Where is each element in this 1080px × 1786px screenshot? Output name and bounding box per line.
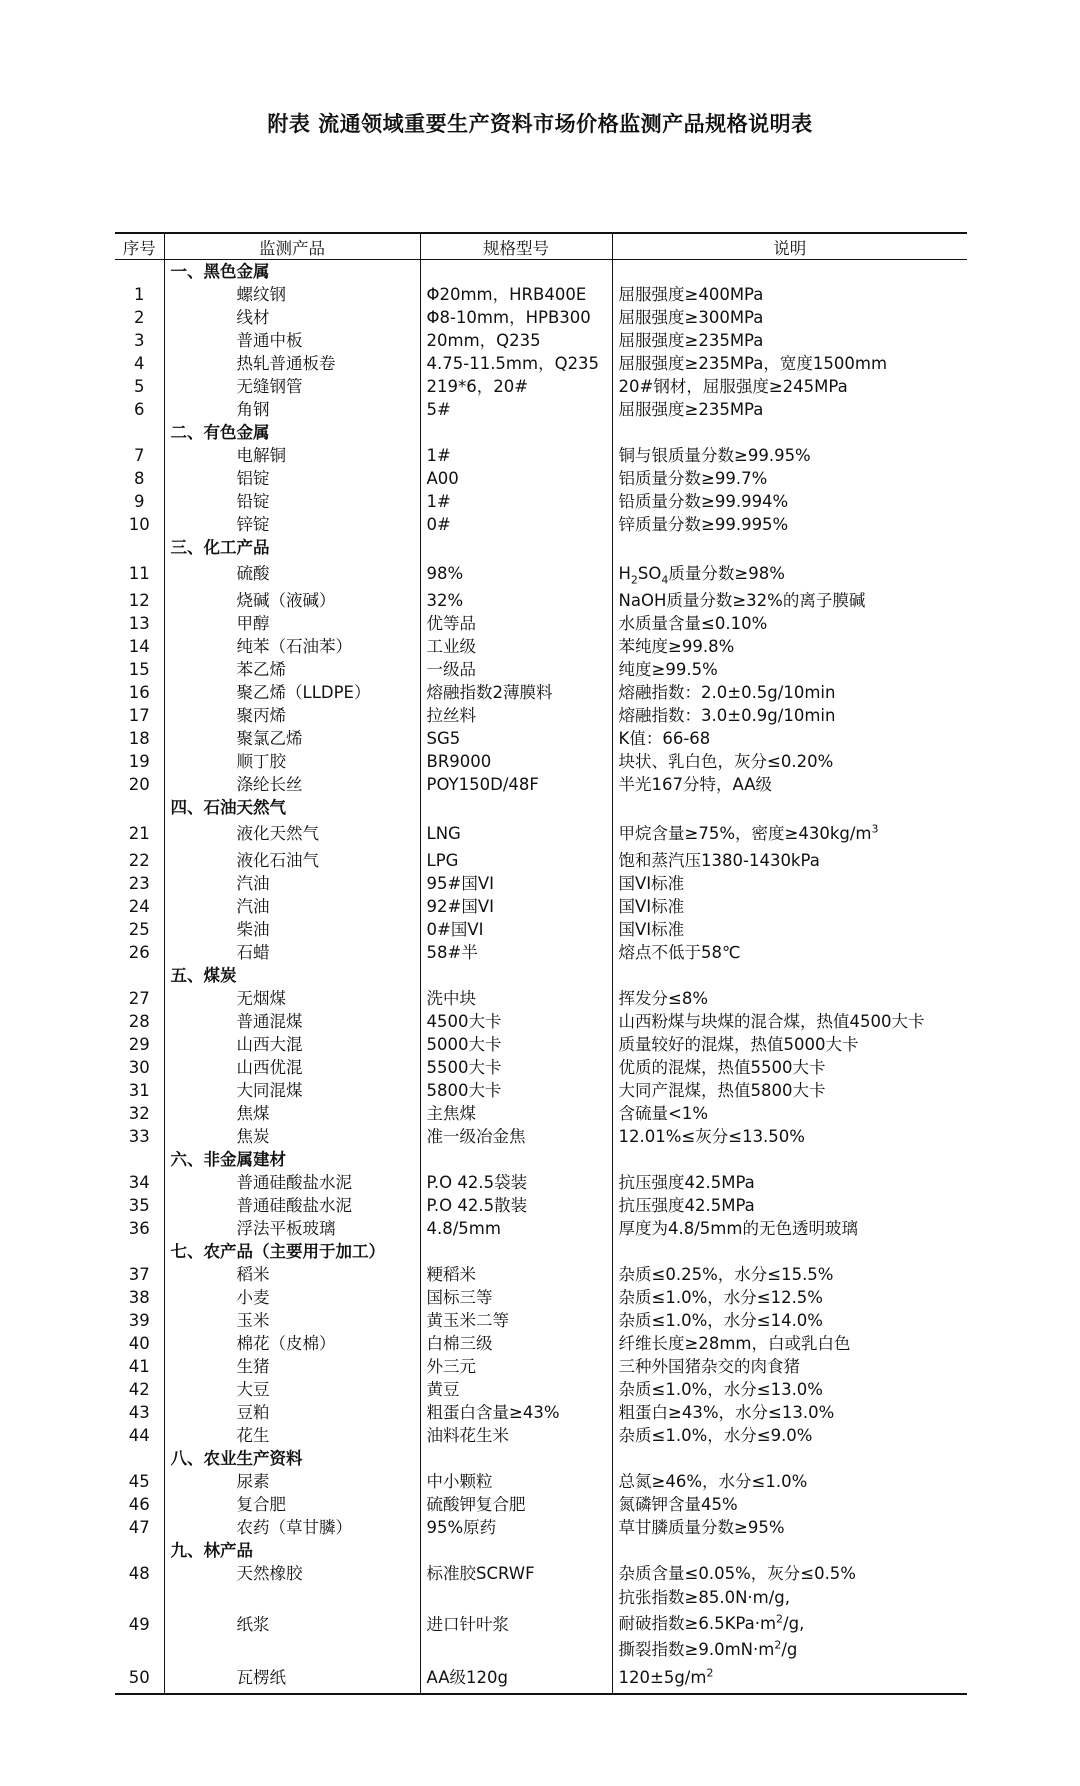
product-desc: 杂质≤0.25%，水分≤15.5% [612, 1263, 967, 1286]
product-name: 纸浆 [164, 1585, 420, 1663]
product-desc: 挥发分≤8% [612, 987, 967, 1010]
product-spec: 白棉三级 [420, 1332, 612, 1355]
row-no: 46 [128, 1495, 150, 1514]
table-row [115, 283, 967, 306]
product-spec: 外三元 [420, 1355, 612, 1378]
desc-part: 甲烷含量≥75%，密度≥430kg/m [618, 824, 872, 843]
desc-line [619, 1611, 968, 1637]
subscript: 4 [661, 573, 669, 587]
table-row [115, 750, 967, 773]
product-spec: 20mm，Q235 [420, 329, 612, 352]
table-row [115, 681, 967, 704]
product-desc: 水质量含量≤0.10% [612, 612, 967, 635]
product-spec: 中小颗粒 [420, 1470, 612, 1493]
product-name: 农药（草甘膦） [164, 1516, 420, 1539]
table-row [115, 1102, 967, 1125]
table-row [115, 1056, 967, 1079]
category-label: 一、黑色金属 [164, 260, 420, 284]
product-name: 玉米 [164, 1309, 420, 1332]
product-name: 天然橡胶 [164, 1562, 420, 1585]
table-row [115, 727, 967, 750]
product-name: 铝锭 [164, 467, 420, 490]
product-name: 生猪 [164, 1355, 420, 1378]
product-spec: 国标三等 [420, 1286, 612, 1309]
product-spec: 4.8/5mm [420, 1217, 612, 1240]
product-desc: 块状、乳白色，灰分≤0.20% [612, 750, 967, 773]
product-spec: 95%原药 [420, 1516, 612, 1539]
product-desc: 20#钢材，屈服强度≥245MPa [612, 375, 967, 398]
product-desc: 含硫量<1% [612, 1102, 967, 1125]
row-no: 14 [128, 637, 150, 656]
category-label: 七、农产品（主要用于加工） [164, 1240, 420, 1263]
product-desc: 铅质量分数≥99.994% [612, 490, 967, 513]
product-name: 角钢 [164, 398, 420, 421]
row-no: 6 [134, 400, 145, 419]
row-no: 36 [128, 1219, 150, 1238]
product-name: 甲醇 [164, 612, 420, 635]
product-spec: 1# [420, 444, 612, 467]
product-desc: 总氮≥46%，水分≤1.0% [612, 1470, 967, 1493]
table-row [115, 1263, 967, 1286]
product-desc: 杂质≤1.0%，水分≤14.0% [612, 1309, 967, 1332]
product-desc: 铜与银质量分数≥99.95% [612, 444, 967, 467]
product-desc: 屈服强度≥400MPa [612, 283, 967, 306]
row-no: 4 [134, 354, 145, 373]
product-spec: 工业级 [420, 635, 612, 658]
product-spec: AA级120g [420, 1663, 612, 1694]
table-row [115, 895, 967, 918]
row-no: 28 [128, 1012, 150, 1031]
product-spec: 92#国VI [420, 895, 612, 918]
product-spec: Φ8-10mm，HPB300 [420, 306, 612, 329]
product-name: 顺丁胶 [164, 750, 420, 773]
row-no: 22 [128, 851, 150, 870]
product-desc [612, 1585, 967, 1663]
row-no: 15 [128, 660, 150, 679]
row-no: 5 [134, 377, 145, 396]
table-header [115, 233, 967, 260]
product-desc: 氮磷钾含量45% [612, 1493, 967, 1516]
product-spec: 熔融指数2薄膜料 [420, 681, 612, 704]
table-row [115, 1401, 967, 1424]
product-name: 硫酸 [164, 559, 420, 589]
product-name: 大豆 [164, 1378, 420, 1401]
table-row [115, 329, 967, 352]
table-row [115, 1378, 967, 1401]
product-spec: 98% [420, 559, 612, 589]
row-no: 41 [128, 1357, 150, 1376]
product-name: 小麦 [164, 1286, 420, 1309]
product-spec: 0#国VI [420, 918, 612, 941]
table-row [115, 1663, 967, 1694]
product-name: 豆粕 [164, 1401, 420, 1424]
product-desc [612, 1663, 967, 1694]
row-no: 34 [128, 1173, 150, 1192]
product-desc: 熔点不低于58℃ [612, 941, 967, 964]
product-desc: 饱和蒸汽压1380-1430kPa [612, 849, 967, 872]
header-no: 序号 [115, 233, 164, 260]
product-desc: 国VI标准 [612, 918, 967, 941]
product-desc: 抗压强度42.5MPa [612, 1194, 967, 1217]
row-no: 13 [128, 614, 150, 633]
product-name: 石蜡 [164, 941, 420, 964]
product-desc: 杂质≤1.0%，水分≤13.0% [612, 1378, 967, 1401]
product-desc: 国VI标准 [612, 895, 967, 918]
product-name: 山西大混 [164, 1033, 420, 1056]
product-spec: 优等品 [420, 612, 612, 635]
table-row [115, 444, 967, 467]
row-no: 12 [128, 591, 150, 610]
row-no: 7 [134, 446, 145, 465]
product-spec: 219*6，20# [420, 375, 612, 398]
row-no: 29 [128, 1035, 150, 1054]
table-row [115, 941, 967, 964]
category-row [115, 536, 967, 559]
table-row [115, 513, 967, 536]
table-row [115, 1171, 967, 1194]
product-name: 涤纶长丝 [164, 773, 420, 796]
table-row [115, 1516, 967, 1539]
row-no: 50 [115, 1663, 164, 1694]
product-name: 焦炭 [164, 1125, 420, 1148]
table-row [115, 1079, 967, 1102]
desc-part: SO [637, 564, 662, 583]
product-desc: 12.01%≤灰分≤13.50% [612, 1125, 967, 1148]
product-spec: 粳稻米 [420, 1263, 612, 1286]
desc-part: 耐破指数≥6.5KPa·m [618, 1614, 777, 1633]
desc-line: 抗张指数≥85.0N·m/g, [618, 1588, 791, 1607]
table-row [115, 612, 967, 635]
product-spec: 标准胶SCRWF [420, 1562, 612, 1585]
row-no: 47 [128, 1518, 150, 1537]
product-desc: 纯度≥99.5% [612, 658, 967, 681]
subscript: 2 [630, 573, 638, 587]
row-no: 27 [128, 989, 150, 1008]
product-desc: 质量较好的混煤，热值5000大卡 [612, 1033, 967, 1056]
product-name: 热轧普通板卷 [164, 352, 420, 375]
product-name: 线材 [164, 306, 420, 329]
product-spec: 5000大卡 [420, 1033, 612, 1056]
row-no: 25 [128, 920, 150, 939]
row-no: 8 [134, 469, 145, 488]
product-desc: 屈服强度≥300MPa [612, 306, 967, 329]
table-row [115, 1194, 967, 1217]
category-row [115, 964, 967, 987]
product-name: 无烟煤 [164, 987, 420, 1010]
table-row [115, 1493, 967, 1516]
product-name: 浮法平板玻璃 [164, 1217, 420, 1240]
row-no: 39 [128, 1311, 150, 1330]
product-desc: NaOH质量分数≥32%的离子膜碱 [612, 589, 967, 612]
product-spec: Φ20mm，HRB400E [420, 283, 612, 306]
table-row [115, 375, 967, 398]
product-name: 焦煤 [164, 1102, 420, 1125]
product-desc: 杂质≤1.0%，水分≤9.0% [612, 1424, 967, 1447]
row-no: 31 [128, 1081, 150, 1100]
product-name: 普通硅酸盐水泥 [164, 1171, 420, 1194]
product-desc: K值：66-68 [612, 727, 967, 750]
product-desc: 山西粉煤与块煤的混合煤，热值4500大卡 [612, 1010, 967, 1033]
row-no: 48 [128, 1564, 150, 1583]
product-desc: 大同产混煤，热值5800大卡 [612, 1079, 967, 1102]
header-product: 监测产品 [164, 233, 420, 260]
row-no: 24 [128, 897, 150, 916]
product-spec: A00 [420, 467, 612, 490]
row-no: 37 [128, 1265, 150, 1284]
category-row [115, 1148, 967, 1171]
product-name: 汽油 [164, 895, 420, 918]
category-label: 六、非金属建材 [164, 1148, 420, 1171]
category-row [115, 1447, 967, 1470]
product-spec: P.O 42.5袋装 [420, 1171, 612, 1194]
category-label: 五、煤炭 [164, 964, 420, 987]
row-no: 26 [128, 943, 150, 962]
table-row [115, 635, 967, 658]
category-row [115, 260, 967, 284]
table-row [115, 1424, 967, 1447]
table-row [115, 1562, 967, 1585]
product-name: 山西优混 [164, 1056, 420, 1079]
product-spec: 黄玉米二等 [420, 1309, 612, 1332]
row-no: 44 [128, 1426, 150, 1445]
product-desc: 苯纯度≥99.8% [612, 635, 967, 658]
product-spec: SG5 [420, 727, 612, 750]
table-row [115, 589, 967, 612]
desc-line [619, 1637, 968, 1663]
product-spec: 硫酸钾复合肥 [420, 1493, 612, 1516]
table-row [115, 398, 967, 421]
product-name: 铅锭 [164, 490, 420, 513]
table-row [115, 352, 967, 375]
row-no: 49 [128, 1614, 150, 1634]
product-desc: 屈服强度≥235MPa，宽度1500mm [612, 352, 967, 375]
table-row [115, 819, 967, 849]
product-desc: 熔融指数：3.0±0.9g/10min [612, 704, 967, 727]
product-name: 普通混煤 [164, 1010, 420, 1033]
product-name: 柴油 [164, 918, 420, 941]
product-name: 纯苯（石油苯） [164, 635, 420, 658]
product-name: 汽油 [164, 872, 420, 895]
category-row [115, 796, 967, 819]
product-desc: 抗压强度42.5MPa [612, 1171, 967, 1194]
product-desc: 粗蛋白≥43%，水分≤13.0% [612, 1401, 967, 1424]
product-name: 瓦楞纸 [164, 1663, 420, 1694]
header-spec: 规格型号 [420, 233, 612, 260]
product-desc: 屈服强度≥235MPa [612, 329, 967, 352]
desc-part: H [618, 564, 631, 583]
table-row [115, 1355, 967, 1378]
product-name: 苯乙烯 [164, 658, 420, 681]
product-name: 螺纹钢 [164, 283, 420, 306]
product-desc: 屈服强度≥235MPa [612, 398, 967, 421]
product-name: 稻米 [164, 1263, 420, 1286]
category-row [115, 1539, 967, 1562]
row-no: 32 [128, 1104, 150, 1123]
product-name: 复合肥 [164, 1493, 420, 1516]
product-spec: 主焦煤 [420, 1102, 612, 1125]
category-label: 九、林产品 [164, 1539, 420, 1562]
product-spec: LNG [420, 819, 612, 849]
header-desc: 说明 [612, 233, 967, 260]
page-title: 附表 流通领域重要生产资料市场价格监测产品规格说明表 [267, 112, 813, 136]
category-label: 四、石油天然气 [164, 796, 420, 819]
product-name: 普通硅酸盐水泥 [164, 1194, 420, 1217]
product-spec: 5500大卡 [420, 1056, 612, 1079]
table-row [115, 704, 967, 727]
product-name: 液化石油气 [164, 849, 420, 872]
table-row [115, 849, 967, 872]
category-label: 八、农业生产资料 [164, 1447, 420, 1470]
row-no: 11 [128, 564, 150, 583]
table-row [115, 987, 967, 1010]
product-desc: 厚度为4.8/5mm的无色透明玻璃 [612, 1217, 967, 1240]
table-row [115, 306, 967, 329]
product-spec: LPG [420, 849, 612, 872]
product-spec: 一级品 [420, 658, 612, 681]
table-row [115, 1332, 967, 1355]
product-name: 普通中板 [164, 329, 420, 352]
row-no: 23 [128, 874, 150, 893]
table-row [115, 658, 967, 681]
product-spec: 4500大卡 [420, 1010, 612, 1033]
product-spec: 0# [420, 513, 612, 536]
product-spec: 洗中块 [420, 987, 612, 1010]
table-row [115, 490, 967, 513]
row-no: 40 [128, 1334, 150, 1353]
product-desc: 优质的混煤，热值5500大卡 [612, 1056, 967, 1079]
desc-part: 120±5g/m [618, 1668, 707, 1687]
product-spec: 1# [420, 490, 612, 513]
product-spec: 4.75-11.5mm，Q235 [420, 352, 612, 375]
product-spec: 32% [420, 589, 612, 612]
product-name: 大同混煤 [164, 1079, 420, 1102]
product-name: 棉花（皮棉） [164, 1332, 420, 1355]
desc-part: 撕裂指数≥9.0mN·m [618, 1640, 775, 1659]
table-row [115, 1470, 967, 1493]
product-spec: 准一级冶金焦 [420, 1125, 612, 1148]
table-row [115, 773, 967, 796]
product-desc: 杂质含量≤0.05%，灰分≤0.5% [612, 1562, 967, 1585]
category-label: 三、化工产品 [164, 536, 420, 559]
table-row [115, 1010, 967, 1033]
product-name: 电解铜 [164, 444, 420, 467]
product-spec: 5800大卡 [420, 1079, 612, 1102]
row-no: 17 [128, 706, 150, 725]
row-no: 19 [128, 752, 150, 771]
product-desc [612, 819, 967, 849]
superscript: 3 [871, 822, 879, 836]
row-no: 42 [128, 1380, 150, 1399]
table-row [115, 559, 967, 589]
row-no: 9 [134, 492, 145, 511]
product-desc: 草甘膦质量分数≥95% [612, 1516, 967, 1539]
row-no: 2 [134, 308, 145, 327]
row-no: 21 [128, 824, 150, 843]
table-row [115, 1217, 967, 1240]
product-name: 液化天然气 [164, 819, 420, 849]
product-spec: 黄豆 [420, 1378, 612, 1401]
spec-table [115, 232, 967, 1695]
product-name: 烧碱（液碱） [164, 589, 420, 612]
table-row [115, 467, 967, 490]
product-spec: 粗蛋白含量≥43% [420, 1401, 612, 1424]
product-desc: 半光167分特，AA级 [612, 773, 967, 796]
row-no: 35 [128, 1196, 150, 1215]
product-desc: 铝质量分数≥99.7% [612, 467, 967, 490]
table-row [115, 1309, 967, 1332]
product-name: 花生 [164, 1424, 420, 1447]
product-desc: 国VI标准 [612, 872, 967, 895]
product-desc: 熔融指数：2.0±0.5g/10min [612, 681, 967, 704]
table-row [115, 1585, 967, 1663]
product-name: 聚氯乙烯 [164, 727, 420, 750]
row-no: 20 [128, 775, 150, 794]
product-desc: 纤维长度≥28mm，白或乳白色 [612, 1332, 967, 1355]
category-label: 二、有色金属 [164, 421, 420, 444]
category-row [115, 421, 967, 444]
product-spec: 5# [420, 398, 612, 421]
product-desc: 三种外国猪杂交的肉食猪 [612, 1355, 967, 1378]
row-no: 18 [128, 729, 150, 748]
product-spec: 58#半 [420, 941, 612, 964]
row-no: 16 [128, 683, 150, 702]
desc-part: /g [781, 1640, 798, 1659]
product-name: 聚丙烯 [164, 704, 420, 727]
row-no: 30 [128, 1058, 150, 1077]
product-spec: 进口针叶浆 [420, 1585, 612, 1663]
product-spec: P.O 42.5散装 [420, 1194, 612, 1217]
table-row [115, 1033, 967, 1056]
product-name: 无缝钢管 [164, 375, 420, 398]
category-row [115, 1240, 967, 1263]
table-row [115, 872, 967, 895]
product-name: 锌锭 [164, 513, 420, 536]
superscript: 2 [776, 1612, 784, 1626]
product-desc: 杂质≤1.0%，水分≤12.5% [612, 1286, 967, 1309]
row-no: 38 [128, 1288, 150, 1307]
product-spec: BR9000 [420, 750, 612, 773]
product-spec: POY150D/48F [420, 773, 612, 796]
table-row [115, 1286, 967, 1309]
product-name: 尿素 [164, 1470, 420, 1493]
desc-part: /g, [783, 1614, 805, 1633]
table-row [115, 918, 967, 941]
product-spec: 拉丝料 [420, 704, 612, 727]
desc-part: 质量分数≥98% [668, 564, 785, 583]
row-no: 10 [128, 515, 150, 534]
table-row [115, 1125, 967, 1148]
product-spec: 95#国VI [420, 872, 612, 895]
row-no: 43 [128, 1403, 150, 1422]
superscript: 2 [706, 1666, 714, 1680]
row-no: 33 [128, 1127, 150, 1146]
row-no: 45 [128, 1472, 150, 1491]
product-desc: 锌质量分数≥99.995% [612, 513, 967, 536]
product-spec: 油料花生米 [420, 1424, 612, 1447]
product-name: 聚乙烯（LLDPE） [164, 681, 420, 704]
product-desc [612, 559, 967, 589]
row-no: 1 [134, 285, 145, 304]
superscript: 2 [774, 1638, 782, 1652]
row-no: 3 [134, 331, 145, 350]
